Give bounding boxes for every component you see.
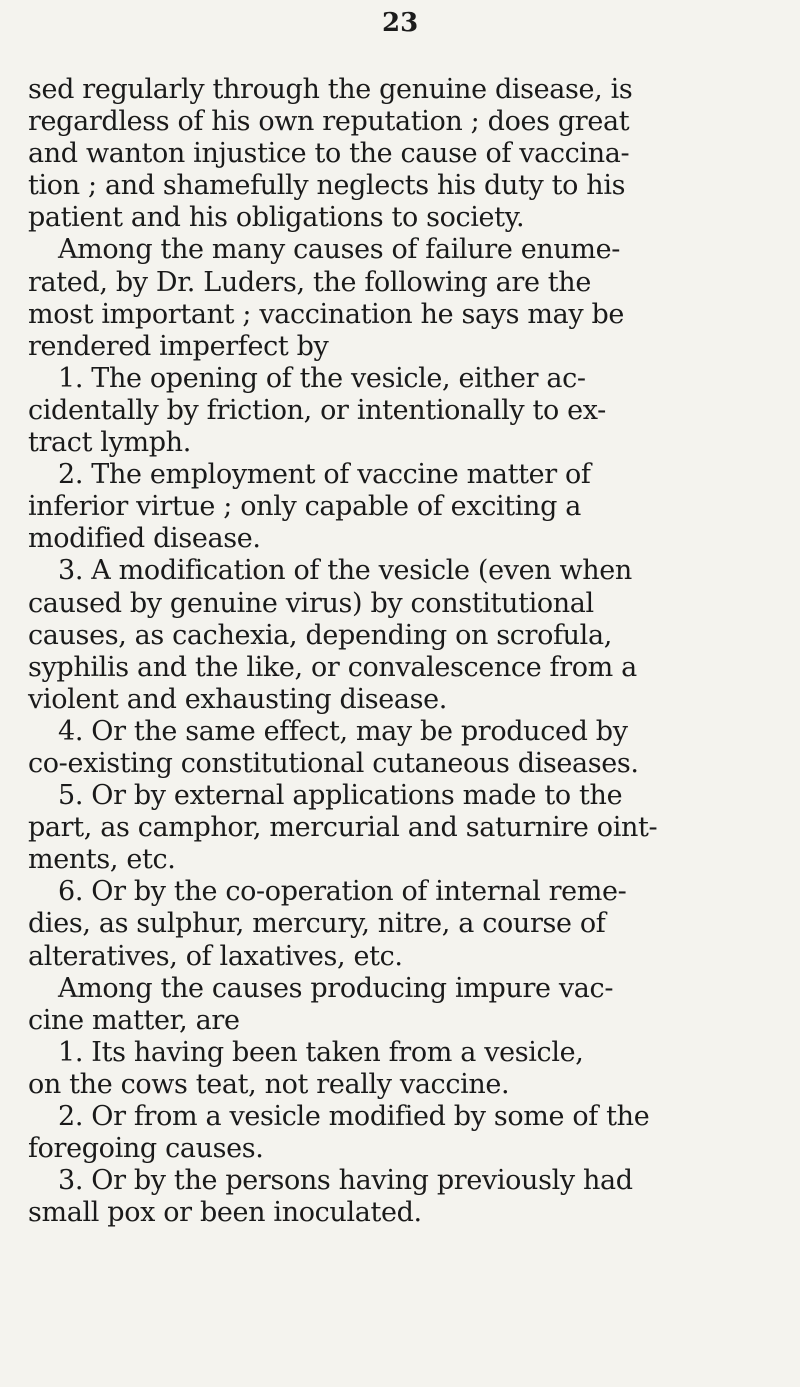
text-line: and wanton injustice to the cause of vaccina-: [28, 138, 630, 170]
text-line: foregoing causes.: [28, 1133, 264, 1165]
text-line: rated, by Dr. Luders, the following are the: [28, 266, 591, 298]
text-line: modified disease.: [28, 523, 261, 555]
text-line: regardless of his own reputation ; does great: [28, 106, 630, 138]
text-line: rendered imperfect by: [28, 330, 329, 362]
list-item-line: 4. Or the same effect, may be produced by: [58, 715, 628, 747]
text-line: inferior virtue ; only capable of exciting a: [28, 491, 581, 523]
text-line: alteratives, of laxatives, etc.: [28, 940, 403, 972]
text-line: violent and exhausting disease.: [28, 683, 448, 715]
list-item-line: 6. Or by the co-operation of internal reme-: [58, 876, 627, 908]
text-line: sed regularly through the genuine disease, is: [28, 74, 633, 105]
text-line: causes, as cachexia, depending on scrofula,: [28, 619, 612, 651]
list-item-line: 1. The opening of the vesicle, either ac-: [58, 362, 586, 394]
list-item-line: 3. A modification of the vesicle (even when: [58, 555, 632, 587]
text-line: cine matter, are: [28, 1004, 240, 1036]
list-item-line: 2. Or from a vesicle modified by some of the: [58, 1101, 650, 1132]
body-text: [28, 74, 788, 1229]
paragraph-start-line: Among the causes producing impure vac-: [58, 972, 614, 1004]
list-item-line: 1. Its having been taken from a vesicle,: [58, 1036, 584, 1068]
text-line: co-existing constitutional cutaneous diseases.: [28, 747, 639, 779]
text-line: small pox or been inoculated.: [28, 1197, 422, 1229]
list-item-line: 5. Or by external applications made to the: [58, 780, 623, 812]
page-number: 23: [382, 8, 419, 38]
text-line: part, as camphor, mercurial and saturnire oint-: [28, 812, 658, 844]
text-line: patient and his obligations to society.: [28, 202, 525, 234]
text-line: dies, as sulphur, mercury, nitre, a course of: [28, 908, 606, 940]
text-line: tion ; and shamefully neglects his duty to his: [28, 170, 626, 202]
list-item-line: 2. The employment of vaccine matter of: [58, 459, 591, 491]
paragraph-start-line: Among the many causes of failure enume-: [58, 234, 621, 266]
text-line: caused by genuine virus) by constitutional: [28, 587, 594, 619]
text-line: most important ; vaccination he says may be: [28, 298, 625, 330]
text-line: ments, etc.: [28, 844, 176, 876]
text-line: cidentally by friction, or intentionally to ex-: [28, 394, 606, 426]
text-line: tract lymph.: [28, 427, 191, 459]
text-line: syphilis and the like, or convalescence from a: [28, 651, 637, 683]
text-line: on the cows teat, not really vaccine.: [28, 1068, 510, 1100]
list-item-line: 3. Or by the persons having previously had: [58, 1165, 633, 1197]
